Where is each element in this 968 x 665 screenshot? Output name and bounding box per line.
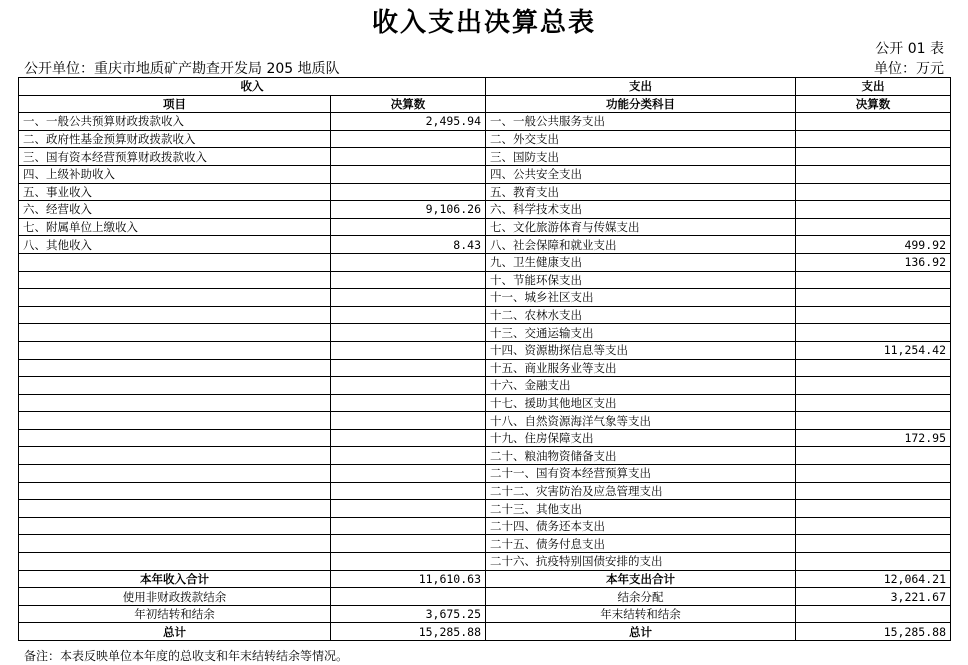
income-item-label: 六、经营收入 <box>19 201 331 219</box>
income-item-label <box>19 429 331 447</box>
table-row <box>19 324 951 342</box>
income-item-label <box>19 535 331 553</box>
income-item-label: 三、国有资本经营预算财政拨款收入 <box>19 148 331 166</box>
expense-item-value <box>796 289 951 307</box>
income-item-value <box>331 412 486 430</box>
expense-item-value <box>796 218 951 236</box>
table-row <box>19 113 951 131</box>
table-row <box>19 412 951 430</box>
table-row <box>19 183 951 201</box>
expense-item-label: 二十五、债务付息支出 <box>486 535 796 553</box>
income-item-value: 8.43 <box>331 236 486 254</box>
income-item-value <box>331 377 486 395</box>
expense-item-value <box>796 517 951 535</box>
income-item-value <box>331 165 486 183</box>
summary-row <box>19 570 951 588</box>
income-item-value <box>331 341 486 359</box>
income-item-label: 七、附属单位上缴收入 <box>19 218 331 236</box>
table-row <box>19 517 951 535</box>
summary-income-value: 15,285.88 <box>331 623 486 641</box>
expense-item-label: 十九、住房保障支出 <box>486 429 796 447</box>
expense-item-label: 二十三、其他支出 <box>486 500 796 518</box>
expense-item-value <box>796 447 951 465</box>
income-item-label <box>19 359 331 377</box>
table-row <box>19 341 951 359</box>
summary-row <box>19 605 951 623</box>
income-item-value: 9,106.26 <box>331 201 486 219</box>
table-row <box>19 535 951 553</box>
summary-income-label: 本年收入合计 <box>19 570 331 588</box>
expense-item-value <box>796 465 951 483</box>
expense-item-value <box>796 394 951 412</box>
summary-expense-label: 年末结转和结余 <box>486 605 796 623</box>
income-item-label <box>19 306 331 324</box>
expense-item-value <box>796 412 951 430</box>
summary-income-label: 总计 <box>19 623 331 641</box>
income-item-value <box>331 306 486 324</box>
income-item-label <box>19 517 331 535</box>
summary-expense-value: 15,285.88 <box>796 623 951 641</box>
income-item-label: 一、一般公共预算财政拨款收入 <box>19 113 331 131</box>
income-item-value <box>331 130 486 148</box>
expense-item-label: 二十六、抗疫特别国债安排的支出 <box>486 553 796 571</box>
income-item-label <box>19 482 331 500</box>
income-item-value: 2,495.94 <box>331 113 486 131</box>
expense-item-value: 136.92 <box>796 253 951 271</box>
income-item-value <box>331 447 486 465</box>
expense-item-value <box>796 271 951 289</box>
table-row <box>19 306 951 324</box>
income-amount-header: 决算数 <box>331 95 486 113</box>
income-item-value <box>331 429 486 447</box>
income-item-label: 五、事业收入 <box>19 183 331 201</box>
expense-item-label: 二、外交支出 <box>486 130 796 148</box>
income-item-label: 四、上级补助收入 <box>19 165 331 183</box>
income-item-value <box>331 253 486 271</box>
expense-item-value <box>796 500 951 518</box>
table-row <box>19 377 951 395</box>
table-row <box>19 148 951 166</box>
income-item-label <box>19 412 331 430</box>
expense-item-value <box>796 535 951 553</box>
income-item-value <box>331 218 486 236</box>
income-item-label <box>19 447 331 465</box>
expense-item-value <box>796 165 951 183</box>
summary-expense-value: 12,064.21 <box>796 570 951 588</box>
table-row <box>19 500 951 518</box>
table-row <box>19 236 951 254</box>
expense-item-label: 九、卫生健康支出 <box>486 253 796 271</box>
expense-item-value <box>796 324 951 342</box>
expense-item-label: 七、文化旅游体育与传媒支出 <box>486 218 796 236</box>
expense-item-value: 11,254.42 <box>796 341 951 359</box>
summary-income-value: 11,610.63 <box>331 570 486 588</box>
budget-summary-table <box>18 77 951 641</box>
expense-item-label: 十二、农林水支出 <box>486 306 796 324</box>
income-item-value <box>331 394 486 412</box>
expense-item-value <box>796 113 951 131</box>
expense-item-value <box>796 148 951 166</box>
income-item-value <box>331 535 486 553</box>
income-item-value <box>331 482 486 500</box>
summary-income-value <box>331 588 486 606</box>
expense-item-label: 二十一、国有资本经营预算支出 <box>486 465 796 483</box>
expense-item-label: 五、教育支出 <box>486 183 796 201</box>
income-item-label <box>19 500 331 518</box>
table-row <box>19 165 951 183</box>
table-row <box>19 359 951 377</box>
expense-header-right: 支出 <box>796 78 951 96</box>
table-row <box>19 482 951 500</box>
table-row <box>19 218 951 236</box>
form-number: 公开 01 表 <box>875 41 944 57</box>
expense-item-label: 六、科学技术支出 <box>486 201 796 219</box>
summary-row <box>19 623 951 641</box>
income-item-value <box>331 553 486 571</box>
expense-item-label: 十三、交通运输支出 <box>486 324 796 342</box>
expense-header: 支出 <box>486 78 796 96</box>
item-header: 项目 <box>19 95 331 113</box>
income-item-label: 八、其他收入 <box>19 236 331 254</box>
expense-item-label: 十四、资源勘探信息等支出 <box>486 341 796 359</box>
expense-item-label: 三、国防支出 <box>486 148 796 166</box>
page-title: 收入支出决算总表 <box>371 8 596 38</box>
summary-expense-label: 总计 <box>486 623 796 641</box>
expense-item-label: 十、节能环保支出 <box>486 271 796 289</box>
expense-item-label: 十五、商业服务业等支出 <box>486 359 796 377</box>
expense-item-value <box>796 482 951 500</box>
table-row <box>19 271 951 289</box>
income-item-value <box>331 271 486 289</box>
header-row-1 <box>19 78 951 96</box>
header-row-2 <box>19 95 951 113</box>
table-row <box>19 394 951 412</box>
expense-item-value <box>796 201 951 219</box>
table-row <box>19 253 951 271</box>
income-item-value <box>331 517 486 535</box>
expense-item-label: 二十四、债务还本支出 <box>486 517 796 535</box>
income-item-label <box>19 253 331 271</box>
income-item-label <box>19 465 331 483</box>
expense-item-value <box>796 130 951 148</box>
summary-income-label: 年初结转和结余 <box>19 605 331 623</box>
table-row <box>19 201 951 219</box>
income-item-label: 二、政府性基金预算财政拨款收入 <box>19 130 331 148</box>
expense-item-value: 172.95 <box>796 429 951 447</box>
table-body <box>19 78 951 641</box>
expense-amount-header: 决算数 <box>796 95 951 113</box>
summary-expense-value <box>796 605 951 623</box>
income-item-value <box>331 500 486 518</box>
summary-row <box>19 588 951 606</box>
function-category-header: 功能分类科目 <box>486 95 796 113</box>
expense-item-value <box>796 377 951 395</box>
expense-item-label: 二十、粮油物资储备支出 <box>486 447 796 465</box>
expense-item-value <box>796 183 951 201</box>
expense-item-value: 499.92 <box>796 236 951 254</box>
income-item-value <box>331 148 486 166</box>
expense-item-label: 十六、金融支出 <box>486 377 796 395</box>
expense-item-label: 十七、援助其他地区支出 <box>486 394 796 412</box>
summary-expense-label: 结余分配 <box>486 588 796 606</box>
income-item-value <box>331 465 486 483</box>
income-item-value <box>331 289 486 307</box>
expense-item-label: 四、公共安全支出 <box>486 165 796 183</box>
expense-item-label: 一、一般公共服务支出 <box>486 113 796 131</box>
summary-expense-label: 本年支出合计 <box>486 570 796 588</box>
table-row <box>19 465 951 483</box>
income-item-label <box>19 289 331 307</box>
income-header: 收入 <box>19 78 486 96</box>
expense-item-label: 十一、城乡社区支出 <box>486 289 796 307</box>
table-row <box>19 289 951 307</box>
table-row <box>19 447 951 465</box>
income-item-value <box>331 359 486 377</box>
currency-unit: 单位：万元 <box>874 61 944 77</box>
income-item-value <box>331 324 486 342</box>
income-item-label <box>19 377 331 395</box>
income-item-label <box>19 553 331 571</box>
expense-item-value <box>796 306 951 324</box>
reporting-unit: 公开单位：重庆市地质矿产勘查开发局 205 地质队 <box>24 61 340 77</box>
expense-item-value <box>796 359 951 377</box>
table-row <box>19 429 951 447</box>
expense-item-label: 二十二、灾害防治及应急管理支出 <box>486 482 796 500</box>
expense-item-value <box>796 553 951 571</box>
income-item-label <box>19 271 331 289</box>
income-item-label <box>19 324 331 342</box>
summary-expense-value: 3,221.67 <box>796 588 951 606</box>
summary-income-value: 3,675.25 <box>331 605 486 623</box>
income-item-value <box>331 183 486 201</box>
income-item-label <box>19 394 331 412</box>
income-item-label <box>19 341 331 359</box>
footnote: 备注：本表反映单位本年度的总收支和年末结转结余等情况。 <box>24 649 349 663</box>
expense-item-label: 十八、自然资源海洋气象等支出 <box>486 412 796 430</box>
expense-item-label: 八、社会保障和就业支出 <box>486 236 796 254</box>
table-row <box>19 553 951 571</box>
table-row <box>19 130 951 148</box>
summary-income-label: 使用非财政拨款结余 <box>19 588 331 606</box>
